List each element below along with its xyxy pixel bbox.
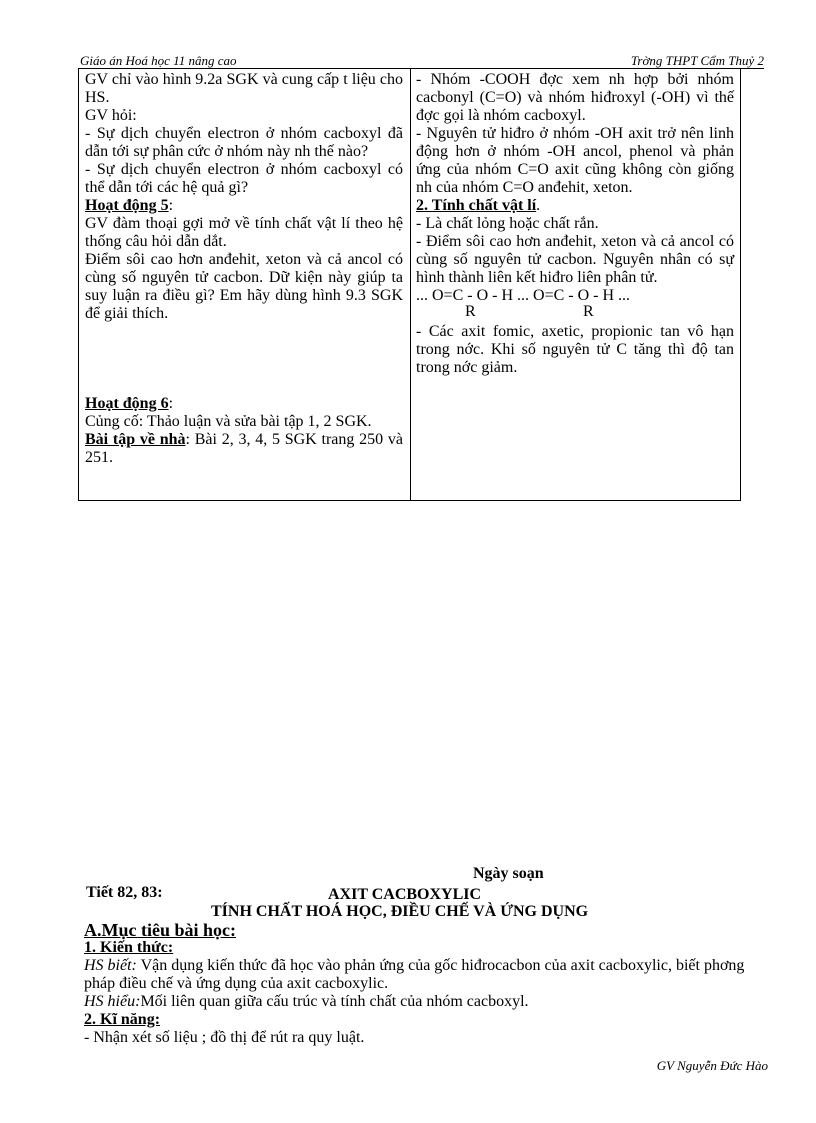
homework-title: Bài tập về nhà: [85, 431, 186, 448]
section-2: 2. Tính chất vật lí.: [416, 197, 541, 214]
activity-5: Hoạt động 5:: [85, 197, 174, 214]
state-description: - Là chất lỏng hoặc chất rắn.: [416, 215, 599, 232]
teacher-asks: GV hỏi:: [85, 107, 137, 124]
lesson-number: Tiết 82, 83:: [86, 884, 163, 901]
hs-know-label: HS biết:: [84, 957, 137, 974]
table-column-divider: [410, 69, 411, 500]
activity-6: Hoạt động 6:: [85, 395, 174, 412]
knowledge-heading: 1. Kiến thức:: [84, 939, 174, 956]
hs-understand-text: Mối liên quan giữa cấu trúc và tính chất của nhóm cacboxyl.: [140, 993, 529, 1010]
hydrogen-mobility: - Nguyên tử hiđro ở nhóm -OH axit trở nên linh động hơn ở nhóm -OH ancol, phenol và phản ứng của nhóm C=O axit cũng không còn giống nh của nhóm C=O anđehit, xeton.: [416, 125, 734, 196]
question-1: - Sự dịch chuyển electron ở nhóm cacboxyl đã dẫn tới sự phân cức ở nhóm này nh thế nào?: [85, 125, 403, 160]
homework: Bài tập về nhà: Bài 2, 3, 4, 5 SGK trang 250 và 251.: [85, 431, 403, 466]
carboxyl-description: - Nhóm -COOH đợc xem nh hợp bởi nhóm cacbonyl (C=O) và nhóm hiđroxyl (-OH) vì thế đợc gọi là nhóm cacboxyl.: [416, 71, 734, 124]
activity-5-text: GV đàm thoại gợi mở về tính chất vật lí theo hệ thống câu hỏi dẫn dắt.: [85, 215, 403, 250]
section-2-title: 2. Tính chất vật lí: [416, 197, 537, 214]
activity-6-text: Củng cố: Thảo luận và sửa bài tập 1, 2 SGK.: [85, 413, 372, 430]
skill-1: - Nhận xét số liệu ; đồ thị để rút ra quy luật.: [84, 1029, 365, 1046]
formula-r-group-2: R: [583, 303, 594, 320]
activity-6-title: Hoạt động 6: [85, 395, 169, 412]
table-right-cell: [416, 71, 734, 377]
lesson-title: AXIT CACBOXYLIC: [328, 886, 482, 903]
hs-know: [84, 957, 770, 993]
question-2: - Sự dịch chuyển electron ở nhóm cacboxyl có thể dẫn tới các hệ quả gì?: [85, 161, 403, 196]
skills-heading: 2. Kĩ năng:: [84, 1011, 161, 1028]
hs-understand-label: HS hiểu:: [84, 993, 141, 1010]
header-right: Trờng THPT Cẩm Thuỷ 2: [630, 53, 764, 68]
hs-know-text: Vận dụng kiến thức đã học vào phản ứng của gốc hiđrocacbon của axit cacboxylic, biết phơng pháp điều chế và ứng dụng của axit cacboxylic.: [84, 957, 745, 992]
formula-r-group-1: R: [465, 303, 476, 320]
activity-5-text-2: Điểm sôi cao hơn anđehit, xeton và cả ancol có cùng số nguyên tử cacbon. Dữ kiện này giúp ta suy luận ra điều gì? Em hãy dùng hình 9.3 SGK để giải thích.: [85, 251, 403, 322]
header-left: Giáo án Hoá học 11 nâng cao: [80, 53, 237, 68]
boiling-point-description: - Điểm sôi cao hơn anđehit, xeton và cả ancol có cùng số nguyên tử cacbon. Nguyên nhân có sự hình thành liên kết hiđro liên phân tử.: [416, 233, 734, 286]
blank-gap: [85, 323, 403, 395]
teacher-action-1: GV chỉ vào hình 9.2a SGK và cung cấp t liệu cho HS.: [85, 71, 403, 106]
activity-5-title: Hoạt động 5: [85, 197, 169, 214]
formula-main: ... O=C - O - H ... O=C - O - H ...: [416, 287, 631, 304]
date-label: Ngày soạn: [473, 865, 544, 882]
solubility-description: - Các axit fomic, axetic, propionic tan vô hạn trong nớc. Khi số nguyên tử C tăng thì độ tan trong nớc giảm.: [416, 323, 734, 376]
hs-understand: [84, 993, 770, 1011]
lesson-table: [78, 68, 741, 501]
lesson-subtitle: TÍNH CHẤT HOÁ HỌC, ĐIỀU CHẾ VÀ ỨNG DỤNG: [211, 903, 589, 920]
table-left-cell: [85, 71, 403, 467]
lesson-objectives: [84, 921, 770, 1047]
section-a-heading: A.Mục tiêu bài học:: [84, 920, 236, 940]
homework-text: Bài 2, 3, 4, 5 SGK trang 250 và 251.: [85, 431, 403, 466]
footer-author: GV Nguyễn Đức Hào: [656, 1058, 768, 1073]
hydrogen-bond-formula: [416, 287, 734, 323]
